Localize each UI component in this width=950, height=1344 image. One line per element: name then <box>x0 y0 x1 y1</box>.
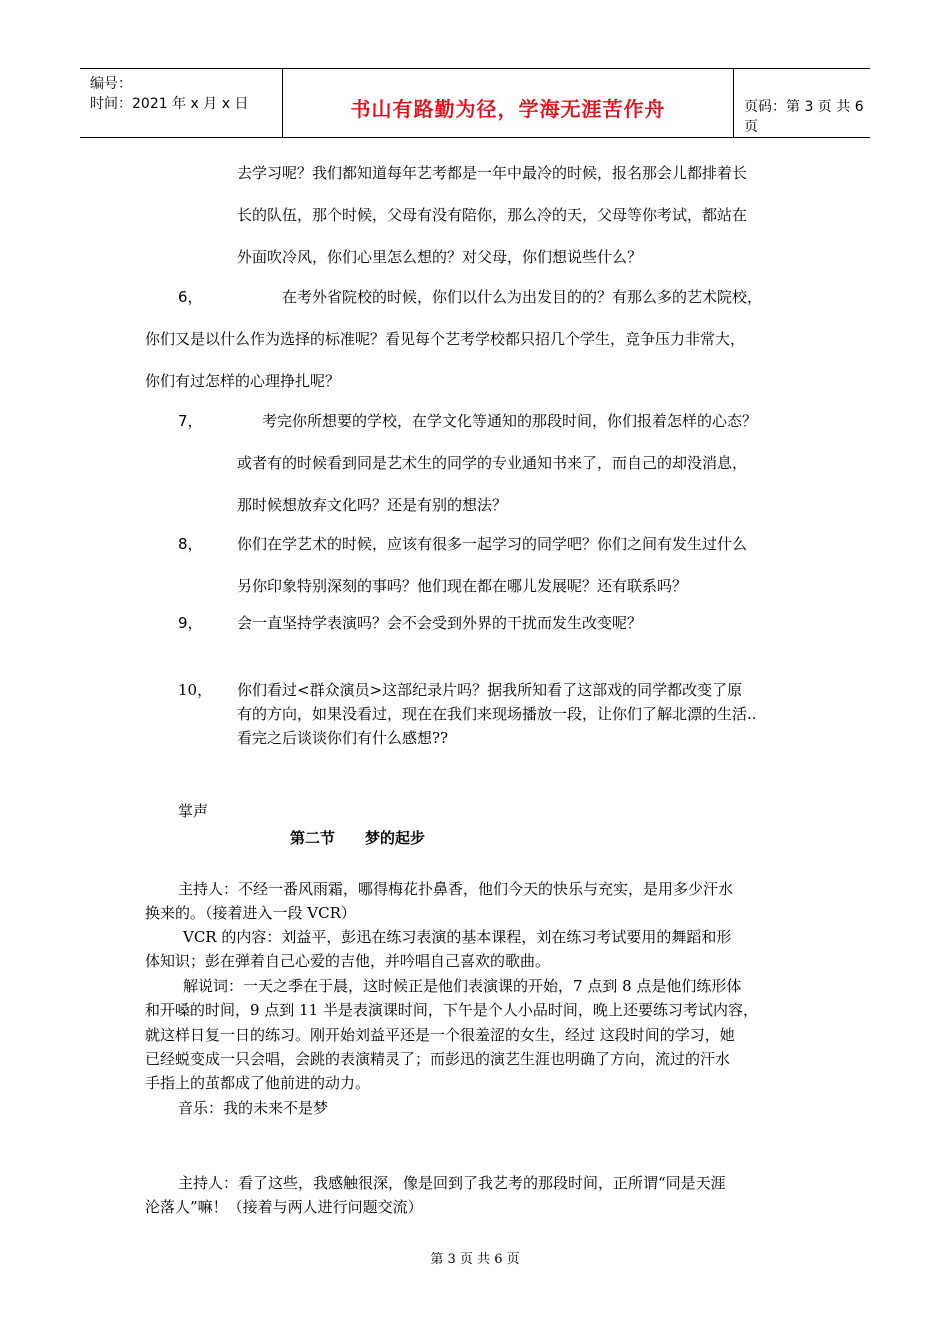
header-motto: 书山有路勤为径，学海无涯苦作舟 <box>350 97 666 121</box>
question-text: 有的方向，如果没看过，现在在我们来现场播放一段，让你们了解北漂的生活.. <box>237 705 757 723</box>
header-motto-cell <box>283 69 734 137</box>
question-number: 7， <box>178 412 203 430</box>
stage-direction: 掌声 <box>178 802 209 820</box>
paragraph-line: 沦落人”嘛！（接着与两人进行问题交流） <box>145 1198 423 1216</box>
section-title: 梦的起步 <box>365 829 426 847</box>
question-text: 考完你所想要的学校，在学文化等通知的那段时间，你们报着怎样的心态？ <box>262 412 758 430</box>
header-page-cell <box>734 69 870 137</box>
body-line: 外面吹冷风，你们心里怎么想的？对父母，你们想说些什么？ <box>237 248 643 266</box>
paragraph-line: 已经蜕变成一只会唱，会跳的表演精灵了；而彭迅的演艺生涯也明确了方向，流过的汗水 <box>145 1050 731 1068</box>
header-page-number: 页码：第 3 页 共 6 页 <box>744 99 864 135</box>
paragraph-line: 主持人：看了这些，我感触很深，像是回到了我艺考的那段时间，正所谓“同是天涯 <box>178 1174 726 1192</box>
question-text: 你们又是以什么作为选择的标准呢？看见每个艺考学校都只招几个学生，竞争压力非常大， <box>145 330 746 348</box>
body-line: 长的队伍，那个时候，父母有没有陪你，那么冷的天，父母等你考试，都站在 <box>237 206 748 224</box>
question-text: 看完之后谈谈你们有什么感想?? <box>237 729 449 747</box>
paragraph-line: 体知识；彭在弹着自己心爱的吉他，并吟唱自己喜欢的歌曲。 <box>145 952 551 970</box>
question-text: 或者有的时候看到同是艺术生的同学的专业通知书来了，而自己的却没消息， <box>237 454 748 472</box>
question-text: 你们在学艺术的时候，应该有很多一起学习的同学吧？你们之间有发生过什么 <box>237 535 748 553</box>
question-text: 在考外省院校的时候，你们以什么为出发目的的？有那么多的艺术院校， <box>282 288 763 306</box>
page-footer: 第 3 页 共 6 页 <box>430 1252 520 1267</box>
paragraph-line: 就这样日复一日的练习。刚开始刘益平还是一个很羞涩的女生，经过 这段时间的学习，她 <box>145 1026 735 1044</box>
page-header <box>80 68 870 138</box>
question-text: 你们看过<群众演员>这部纪录片吗？据我所知看了这部戏的同学都改变了原 <box>237 681 743 699</box>
question-number: 8， <box>178 535 203 553</box>
document-date-label: 时间：2021 年 x 月 x 日 <box>90 96 249 112</box>
paragraph-line: 音乐：我的未来不是梦 <box>178 1099 329 1117</box>
paragraph-line: 手指上的茧都成了他前进的动力。 <box>145 1074 371 1092</box>
paragraph-line: 换来的。（接着进入一段 VCR） <box>145 904 356 922</box>
paragraph-line: 和开嗓的时间，9 点到 11 半是表演课时间，下午是个人小品时间，晚上还要练习考试内容， <box>145 1001 758 1019</box>
paragraph-line: VCR 的内容：刘益平，彭迅在练习表演的基本课程，刘在练习考试要用的舞蹈和形 <box>183 928 732 946</box>
header-meta-cell <box>80 69 283 137</box>
paragraph-line: 解说词：一天之季在于晨，这时候正是他们表演课的开始，7 点到 8 点是他们练形体 <box>183 977 742 995</box>
question-number: 6， <box>178 288 203 306</box>
body-line: 去学习呢？我们都知道每年艺考都是一年中最冷的时候，报名那会儿都排着长 <box>237 164 748 182</box>
section-number: 第二节 <box>290 829 336 847</box>
paragraph-line: 主持人：不经一番风雨霜，哪得梅花扑鼻香，他们今天的快乐与充实，是用多少汗水 <box>178 880 734 898</box>
question-text: 那时候想放弃文化吗？还是有别的想法？ <box>237 496 508 514</box>
question-text: 另你印象特别深刻的事吗？他们现在都在哪儿发展呢？还有联系吗？ <box>237 577 688 595</box>
question-number: 10， <box>178 681 213 699</box>
question-text: 你们有过怎样的心理挣扎呢？ <box>145 372 341 390</box>
question-text: 会一直坚持学表演吗？会不会受到外界的干扰而发生改变呢？ <box>237 614 643 632</box>
document-code-label: 编号： <box>90 76 132 92</box>
question-number: 9， <box>178 614 203 632</box>
